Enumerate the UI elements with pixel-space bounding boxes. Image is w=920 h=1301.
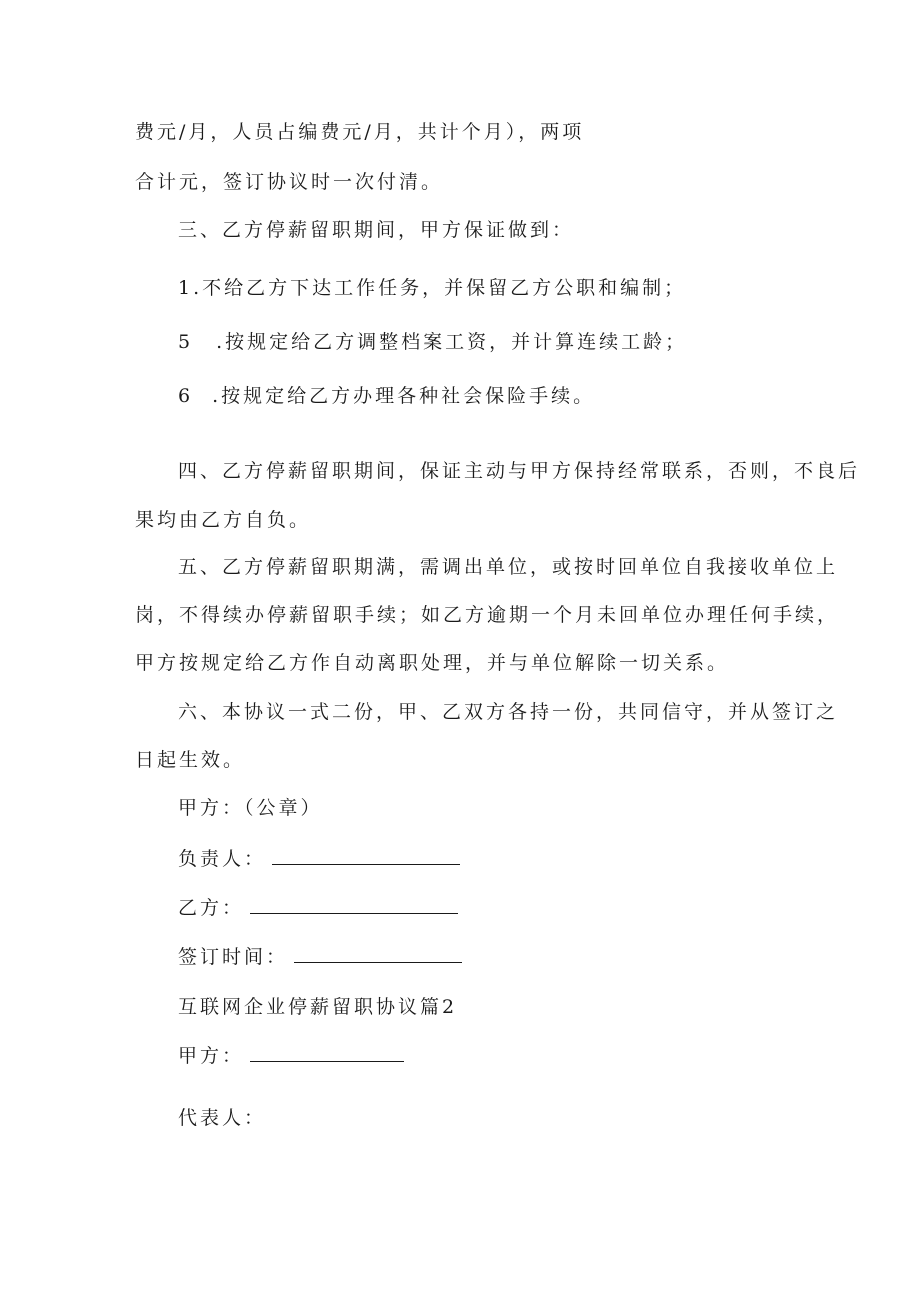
list-item: [178, 330, 687, 354]
signature-row-responsible: [178, 846, 460, 871]
blank-line: [294, 944, 462, 963]
section-heading: 三、乙方停薪留职期间，甲方保证做到：: [178, 219, 575, 241]
paragraph-line: 日起生效。: [135, 749, 246, 771]
paragraph-line: 果均由乙方自负。: [135, 509, 312, 531]
signature-row-party-b: [178, 895, 458, 920]
blank-line: [250, 895, 458, 914]
section-title: 互联网企业停薪留职协议篇2: [178, 996, 458, 1018]
paragraph-line: 四、乙方停薪留职期间，保证主动与甲方保持经常联系，否则，不良后: [178, 460, 861, 482]
representative-label: 代表人：: [178, 1107, 267, 1129]
paragraph-line: 六、本协议一式二份，甲、乙双方各持一份，共同信守，并从签订之: [178, 701, 839, 723]
item-text: .按规定给乙方调整档案工资，并计算连续工龄；: [216, 331, 688, 353]
blank-line: [250, 1043, 404, 1062]
field-label: 甲方：: [178, 1045, 245, 1067]
signature-row-date: [178, 944, 462, 969]
paragraph-line: 甲方按规定给乙方作自动离职处理，并与单位解除一切关系。: [135, 652, 730, 674]
item-number: 5: [178, 331, 194, 353]
signature-row-party-a: [178, 1043, 404, 1068]
list-item: 1.不给乙方下达工作任务，并保留乙方公职和编制；: [178, 277, 687, 299]
party-a-seal: 甲方：（公章）: [178, 797, 323, 819]
field-label: 负责人：: [178, 848, 267, 870]
field-label: 签订时间：: [178, 946, 289, 968]
paragraph-line: 岗，不得续办停薪留职手续；如乙方逾期一个月未回单位办理任何手续，: [135, 604, 840, 626]
field-label: 乙方：: [178, 897, 245, 919]
item-text: .按规定给乙方办理各种社会保险手续。: [212, 385, 596, 407]
text-line: 费元/月，人员占编费元/月，共计个月），两项: [135, 121, 585, 143]
paragraph-line: 五、乙方停薪留职期满，需调出单位，或按时回单位自我接收单位上: [178, 556, 839, 578]
list-item: [178, 384, 595, 408]
blank-line: [272, 846, 460, 865]
text-line: 合计元，签订协议时一次付清。: [135, 171, 444, 193]
item-number: 6: [178, 385, 194, 407]
